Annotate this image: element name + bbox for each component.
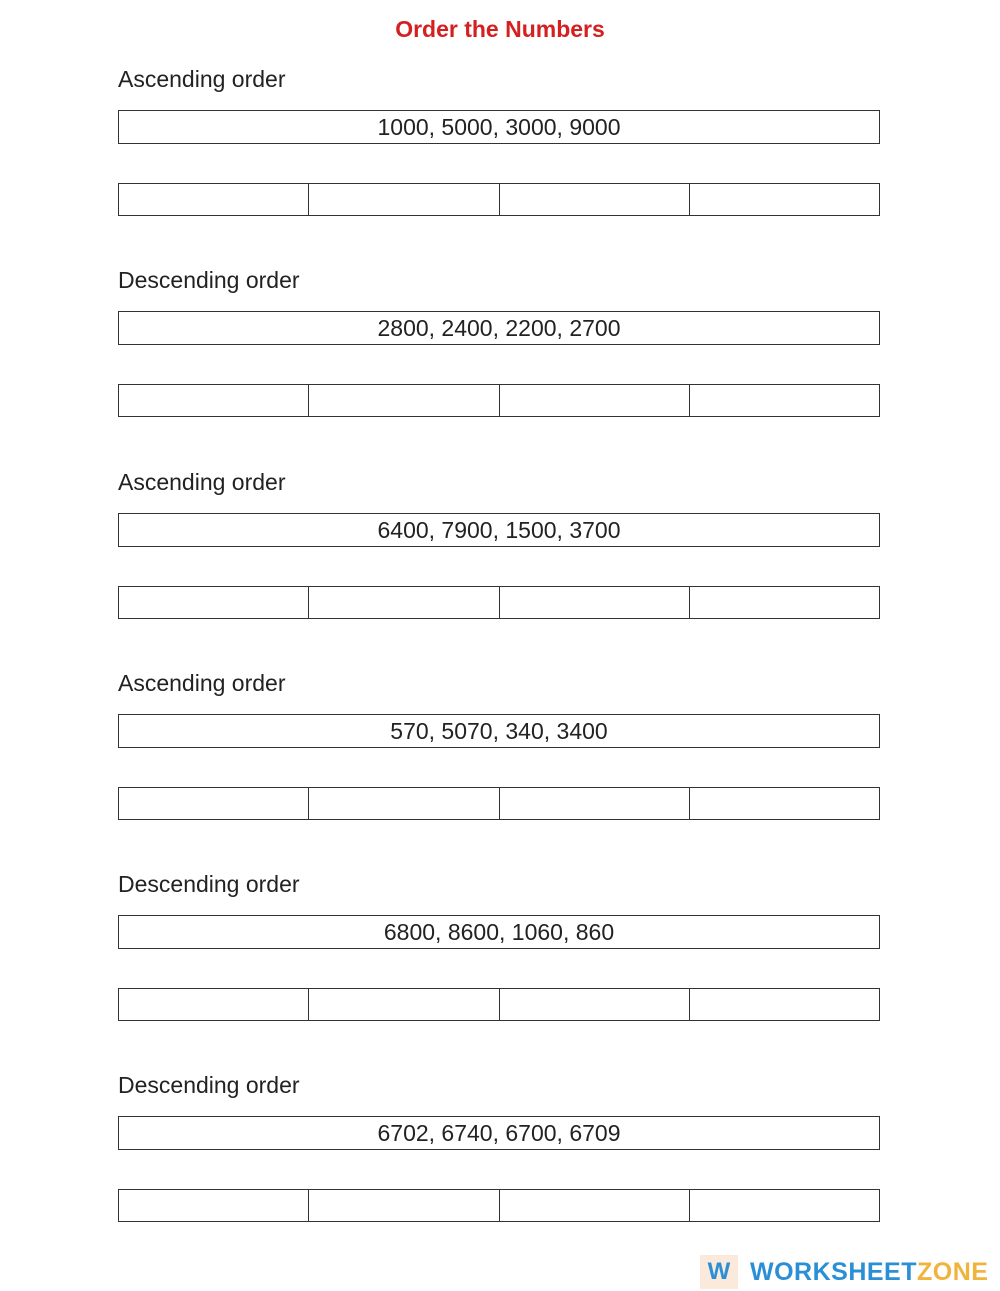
answer-cell[interactable] xyxy=(500,989,690,1020)
answer-cell[interactable] xyxy=(309,989,499,1020)
answer-row xyxy=(118,183,880,216)
answer-cell[interactable] xyxy=(309,1190,499,1221)
order-label: Descending order xyxy=(118,1072,300,1099)
numbers-box: 6800, 8600, 1060, 860 xyxy=(118,915,880,949)
answer-cell[interactable] xyxy=(119,587,309,618)
numbers-box: 6702, 6740, 6700, 6709 xyxy=(118,1116,880,1150)
answer-cell[interactable] xyxy=(309,587,499,618)
answer-cell[interactable] xyxy=(690,587,879,618)
answer-cell[interactable] xyxy=(119,385,309,416)
answer-cell[interactable] xyxy=(690,1190,879,1221)
answer-cell[interactable] xyxy=(690,184,879,215)
answer-cell[interactable] xyxy=(500,184,690,215)
answer-cell[interactable] xyxy=(500,385,690,416)
logo-text-secondary: ZONE xyxy=(917,1257,989,1286)
answer-cell[interactable] xyxy=(309,184,499,215)
order-label: Descending order xyxy=(118,267,300,294)
exercise-section xyxy=(118,868,880,1069)
exercise-list xyxy=(118,63,880,1271)
logo-text-primary: WORKSHEET xyxy=(750,1257,917,1286)
answer-cell[interactable] xyxy=(119,1190,309,1221)
page-title: Order the Numbers xyxy=(395,16,605,42)
answer-cell[interactable] xyxy=(119,989,309,1020)
exercise-section xyxy=(118,667,880,868)
answer-cell[interactable] xyxy=(690,788,879,819)
order-label: Descending order xyxy=(118,871,300,898)
answer-row xyxy=(118,1189,880,1222)
numbers-box: 1000, 5000, 3000, 9000 xyxy=(118,110,880,144)
answer-row xyxy=(118,586,880,619)
worksheetzone-logo xyxy=(700,1255,988,1289)
answer-cell[interactable] xyxy=(500,587,690,618)
logo-w-icon xyxy=(700,1255,738,1289)
answer-cell[interactable] xyxy=(119,788,309,819)
answer-cell[interactable] xyxy=(119,184,309,215)
answer-cell[interactable] xyxy=(309,788,499,819)
logo-mark-letter: W xyxy=(707,1258,731,1285)
answer-row xyxy=(118,787,880,820)
numbers-box: 570, 5070, 340, 3400 xyxy=(118,714,880,748)
answer-row xyxy=(118,988,880,1021)
order-label: Ascending order xyxy=(118,669,286,696)
exercise-section xyxy=(118,1069,880,1270)
answer-cell[interactable] xyxy=(690,385,879,416)
numbers-box: 2800, 2400, 2200, 2700 xyxy=(118,311,880,345)
exercise-section xyxy=(118,466,880,667)
numbers-box: 6400, 7900, 1500, 3700 xyxy=(118,513,880,547)
answer-cell[interactable] xyxy=(309,385,499,416)
order-label: Ascending order xyxy=(118,66,286,92)
exercise-section xyxy=(118,264,880,465)
answer-row xyxy=(118,384,880,417)
order-label: Ascending order xyxy=(118,468,286,495)
answer-cell[interactable] xyxy=(500,788,690,819)
answer-cell[interactable] xyxy=(690,989,879,1020)
exercise-section xyxy=(118,63,880,264)
logo-text xyxy=(750,1258,988,1287)
answer-cell[interactable] xyxy=(500,1190,690,1221)
